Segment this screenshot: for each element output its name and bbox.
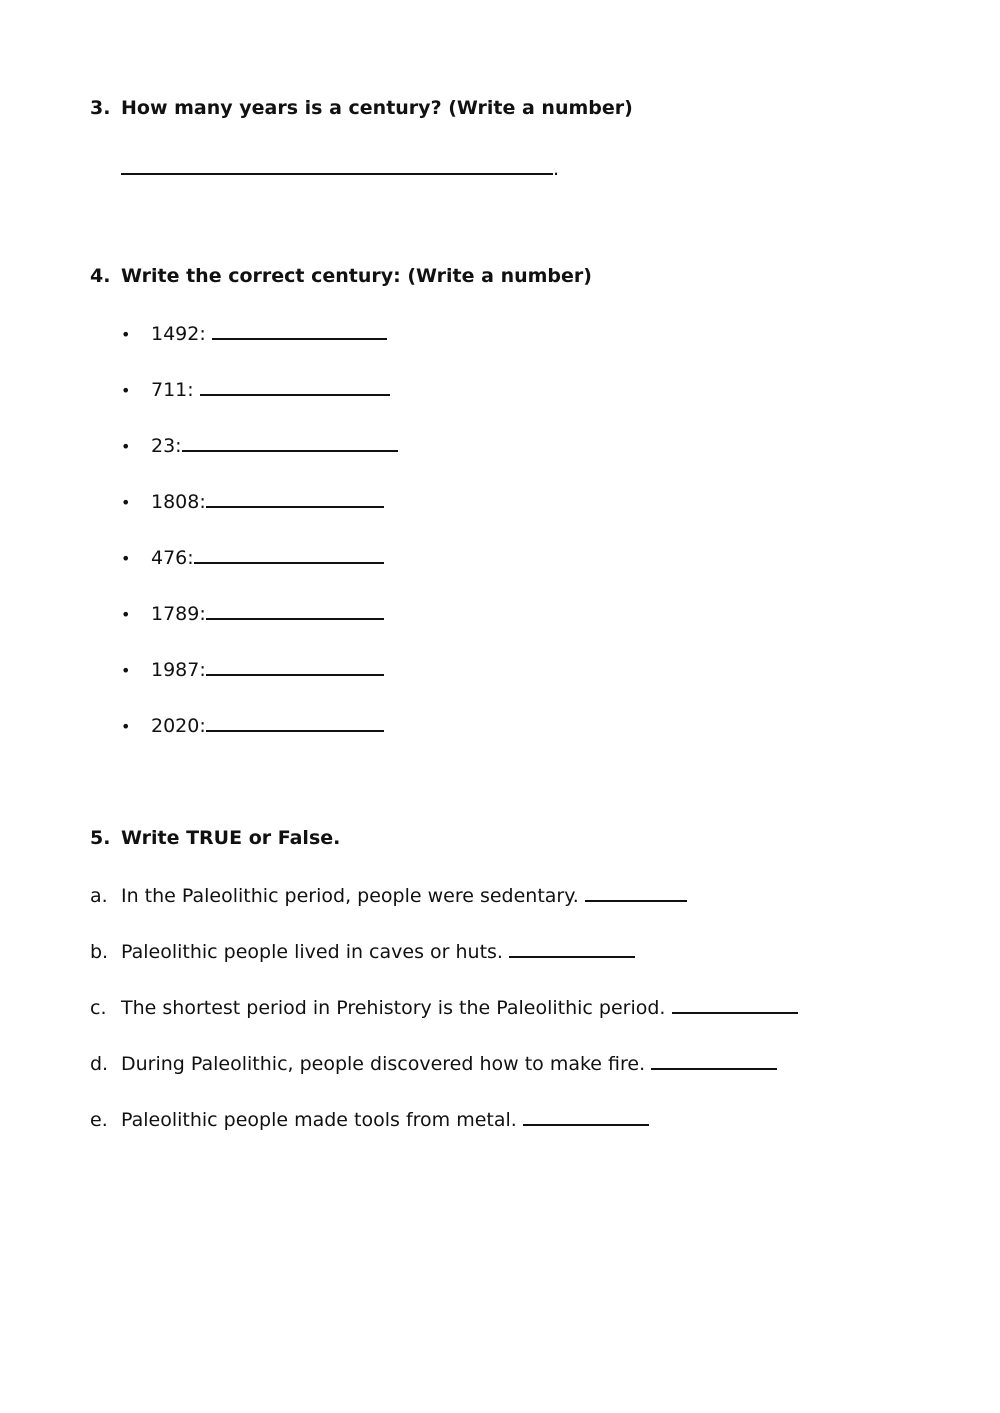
bullet-icon: • xyxy=(121,717,131,736)
item-letter: b. xyxy=(90,941,109,963)
true-false-item xyxy=(90,994,798,1020)
question-4-number: 4. xyxy=(90,265,111,287)
true-false-answer-blank[interactable] xyxy=(651,1050,777,1070)
century-item xyxy=(121,376,390,403)
true-false-item xyxy=(90,1050,777,1076)
century-year-label: 1789: xyxy=(151,603,206,625)
century-answer-blank[interactable] xyxy=(212,320,387,340)
question-4-text: Write the correct century: (Write a number) xyxy=(121,265,592,287)
century-year-label: 1808: xyxy=(151,491,206,513)
century-year-label: 1987: xyxy=(151,659,206,681)
question-3-answer[interactable] xyxy=(121,155,559,181)
true-false-answer-blank[interactable] xyxy=(585,882,687,902)
true-false-item xyxy=(90,882,687,908)
question-3-number: 3. xyxy=(90,97,111,119)
question-4 xyxy=(90,264,592,288)
century-item xyxy=(121,432,398,459)
century-year-label: 1492: xyxy=(151,323,206,345)
century-answer-blank[interactable] xyxy=(200,376,390,396)
century-answer-blank[interactable] xyxy=(206,656,384,676)
century-year-label: 476: xyxy=(151,547,194,569)
question-3-text: How many years is a century? (Write a number) xyxy=(121,97,633,119)
true-false-answer-blank[interactable] xyxy=(509,938,635,958)
century-answer-blank[interactable] xyxy=(194,544,384,564)
century-item xyxy=(121,600,384,627)
bullet-icon: • xyxy=(121,381,131,400)
true-false-answer-blank[interactable] xyxy=(523,1106,649,1126)
true-false-answer-blank[interactable] xyxy=(672,994,798,1014)
answer-blank[interactable] xyxy=(121,155,553,175)
statement-text: The shortest period in Prehistory is the Paleolithic period. xyxy=(121,997,666,1019)
question-5-number: 5. xyxy=(90,827,111,849)
bullet-icon: • xyxy=(121,437,131,456)
statement-text: During Paleolithic, people discovered how to make fire. xyxy=(121,1053,646,1075)
bullet-icon: • xyxy=(121,325,131,344)
true-false-item xyxy=(90,938,635,964)
bullet-icon: • xyxy=(121,549,131,568)
statement-text: In the Paleolithic period, people were sedentary. xyxy=(121,885,579,907)
century-item xyxy=(121,544,384,571)
item-letter: e. xyxy=(90,1109,108,1131)
century-year-label: 23: xyxy=(151,435,182,457)
bullet-icon: • xyxy=(121,493,131,512)
century-answer-blank[interactable] xyxy=(206,600,384,620)
century-year-label: 2020: xyxy=(151,715,206,737)
century-item xyxy=(121,712,384,739)
century-item xyxy=(121,320,387,347)
statement-text: Paleolithic people made tools from metal. xyxy=(121,1109,517,1131)
question-5-text: Write TRUE or False. xyxy=(121,827,341,849)
century-answer-blank[interactable] xyxy=(206,712,384,732)
item-letter: d. xyxy=(90,1053,109,1075)
century-item xyxy=(121,488,384,515)
answer-period: . xyxy=(553,158,560,180)
item-letter: a. xyxy=(90,885,108,907)
question-5 xyxy=(90,826,340,850)
item-letter: c. xyxy=(90,997,107,1019)
century-answer-blank[interactable] xyxy=(182,432,398,452)
century-answer-blank[interactable] xyxy=(206,488,384,508)
century-year-label: 711: xyxy=(151,379,194,401)
bullet-icon: • xyxy=(121,605,131,624)
question-3 xyxy=(90,96,633,120)
true-false-item xyxy=(90,1106,649,1132)
statement-text: Paleolithic people lived in caves or huts. xyxy=(121,941,503,963)
bullet-icon: • xyxy=(121,661,131,680)
century-item xyxy=(121,656,384,683)
